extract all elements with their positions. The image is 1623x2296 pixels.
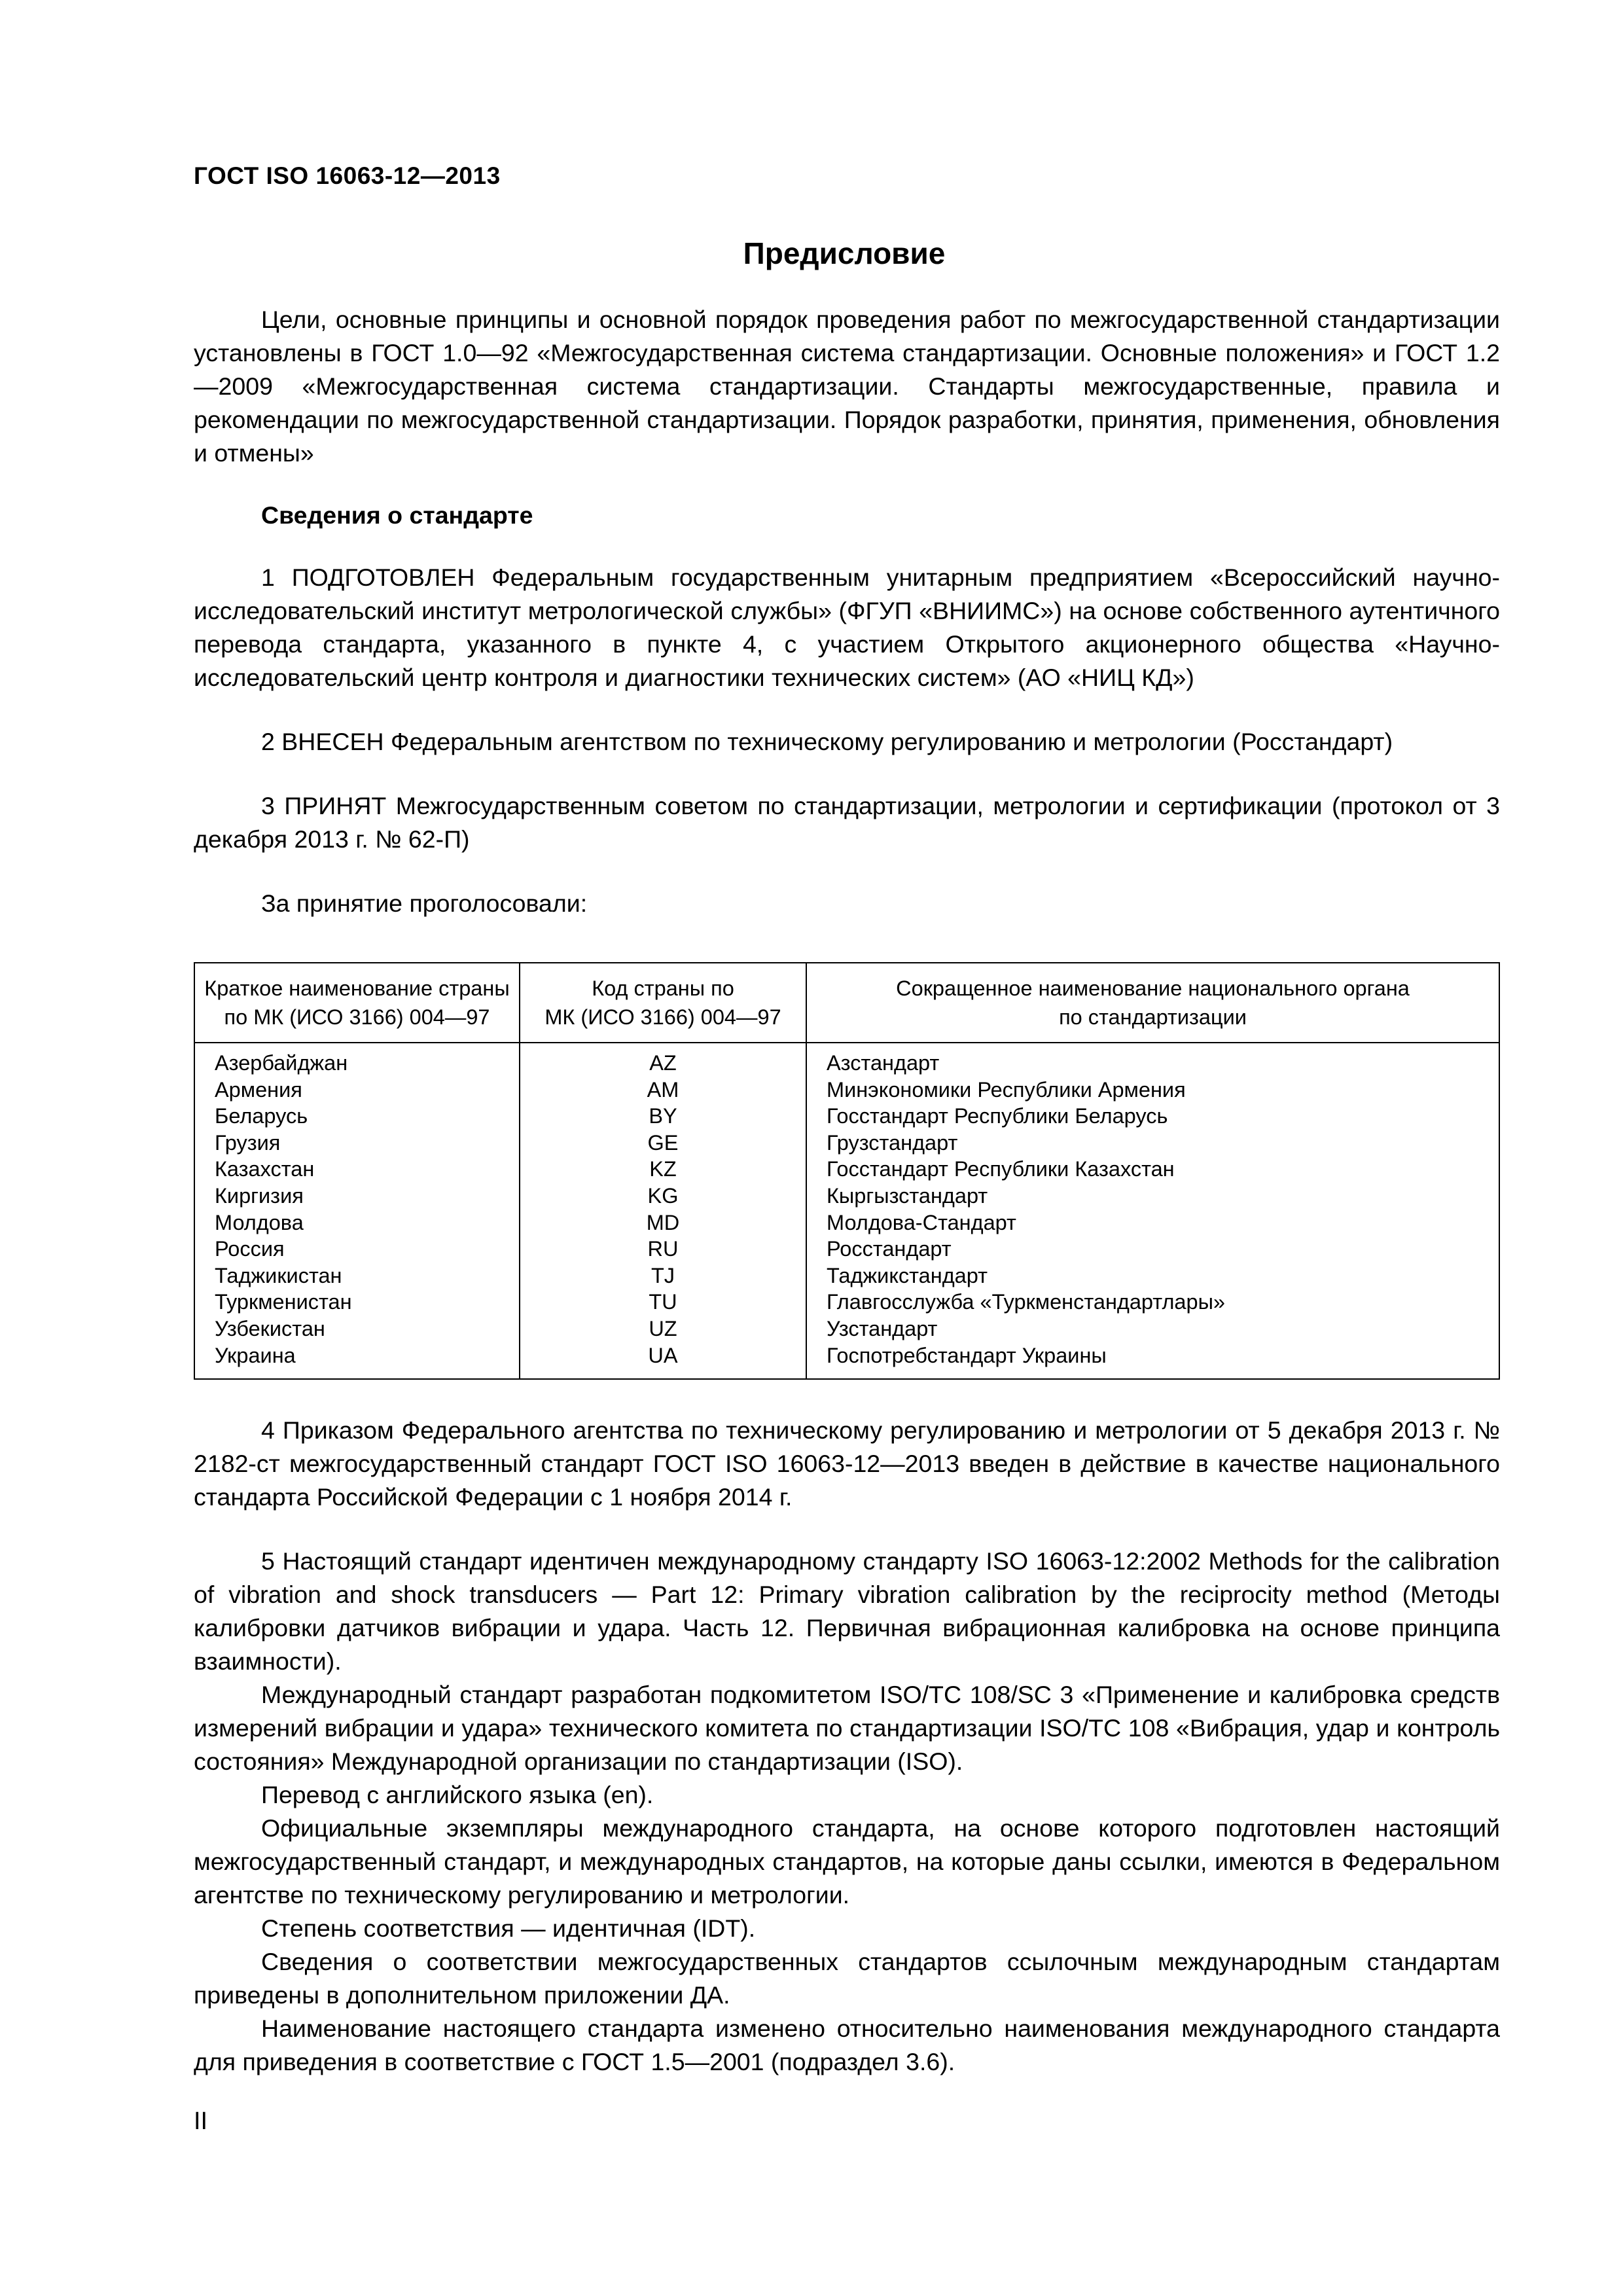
intro-paragraph: Цели, основные принципы и основной порядок проведения работ по межгосударственной стандартизации установлены в ГОСТ 1.0—92 «Межгосударственная система стандартизации. Основные положения» и ГОСТ 1.2—2009 «Межгосударственная система стандартизации. Стандарты межгосударственные, правила и рекомендации по межгосударственной стандартизации. Порядок разработки, принятия, применения, обновления и отмены» — [194, 306, 1500, 467]
table-cell-national-body: Минэкономики Республики Армения — [827, 1077, 1186, 1102]
table-cell-national-body: Азстандарт — [827, 1051, 940, 1075]
item-adopted: 3 ПРИНЯТ Межгосударственным советом по стандартизации, метрологии и сертификации (протокол от 3 декабря 2013 г. № 62-П) — [194, 792, 1500, 853]
table-cell-national-body: Госстандарт Республики Казахстан — [827, 1157, 1175, 1181]
column-header-code: Код страны по МК (ИСО 3166) 004—97 — [520, 963, 806, 1043]
translation-paragraph: Перевод с английского языка (en). — [261, 1781, 654, 1808]
column-header-national-body: Сокращенное наименование национального органа по стандартизации — [806, 963, 1499, 1043]
table-cell-country: Казахстан — [215, 1157, 315, 1181]
item-identical: 5 Настоящий стандарт идентичен международному стандарту ISO 16063-12:2002 Methods for the calibration of vibration and shock transducers — Part 12: Primary vibration calibration by the reciprocity method (Методы калибровки датчиков вибрации и удара. Часть 12. Первичная вибрационная калибровка на основе принципа взаимности). — [194, 1547, 1500, 1675]
country-code-column — [520, 1043, 806, 1379]
standard-info-heading: Сведения о стандарте — [261, 501, 533, 529]
table-cell-country: Азербайджан — [215, 1051, 348, 1075]
table-cell-country: Украина — [215, 1343, 296, 1367]
developed-by-paragraph: Международный стандарт разработан подкомитетом ISO/TC 108/SC 3 «Применение и калибровка средств измерений вибрации и удара» технического комитета по стандартизации ISO/TC 108 «Вибрация, удар и контроль состояния» Международной организации по стандартизации (ISO). — [194, 1681, 1500, 1775]
item-order: 4 Приказом Федерального агентства по техническому регулированию и метрологии от 5 декабря 2013 г. № 2182-ст межгосударственный стандарт ГОСТ ISO 16063-12—2013 введен в действие в качестве национального стандарта Российской Федерации с 1 ноября 2014 г. — [194, 1416, 1500, 1511]
conformity-paragraph: Степень соответствия — идентичная (IDT). — [261, 1914, 756, 1942]
column-header-country: Краткое наименование страны по МК (ИСО 3166) 004—97 — [194, 963, 520, 1043]
table-cell-country: Таджикистан — [215, 1263, 342, 1287]
table-header-row — [194, 963, 1499, 1043]
table-cell-code: UZ — [649, 1316, 677, 1340]
table-cell-code: TU — [649, 1290, 677, 1314]
table-cell-national-body: Грузстандарт — [827, 1130, 958, 1155]
table-cell-code: KZ — [649, 1157, 677, 1181]
table-cell-country: Россия — [215, 1237, 285, 1261]
table-cell-national-body: Госпотребстандарт Украины — [827, 1343, 1107, 1367]
table-cell-code: UA — [648, 1343, 678, 1367]
table-cell-country: Киргизия — [215, 1183, 304, 1208]
table-cell-country: Армения — [215, 1077, 302, 1102]
table-cell-national-body: Кыргызстандарт — [827, 1183, 988, 1208]
references-paragraph: Сведения о соответствии межгосударственных стандартов ссылочным международным стандартам приведены в дополнительном приложении ДА. — [194, 1948, 1500, 2009]
table-cell-national-body: Молдова-Стандарт — [827, 1210, 1016, 1234]
name-change-paragraph: Наименование настоящего стандарта изменено относительно наименования международного стандарта для приведения в соответствие с ГОСТ 1.5—2001 (подраздел 3.6). — [194, 2015, 1500, 2075]
page-title: Предисловие — [743, 236, 946, 270]
table-cell-national-body: Росстандарт — [827, 1237, 952, 1261]
national-body-column — [806, 1043, 1499, 1379]
table-cell-country: Узбекистан — [215, 1316, 325, 1340]
table-cell-code: AM — [647, 1077, 679, 1102]
table-cell-code: TJ — [651, 1263, 675, 1287]
table-cell-code: KG — [647, 1183, 679, 1208]
voting-countries-table — [194, 962, 1500, 1380]
item-introduced: 2 ВНЕСЕН Федеральным агентством по техническому регулированию и метрологии (Росстандарт) — [261, 728, 1393, 755]
table-cell-country: Беларусь — [215, 1104, 308, 1128]
foreword-top-section — [194, 303, 1500, 920]
table-cell-national-body: Госстандарт Республики Беларусь — [827, 1104, 1168, 1128]
table-cell-country: Грузия — [215, 1130, 281, 1155]
item-prepared: 1 ПОДГОТОВЛЕН Федеральным государственным унитарным предприятием «Всероссийский научно-исследовательский институт метрологической службы» (ФГУП «ВНИИМС») на основе собственного аутентичного перевода стандарта, указанного в пункте 4, с участием Открытого акционерного общества «Научно-исследовательский центр контроля и диагностики технических систем» (АО «НИЦ КД») — [194, 564, 1500, 691]
table-cell-national-body: Таджикстандарт — [827, 1263, 988, 1287]
standard-designation: ГОСТ ISO 16063-12—2013 — [194, 162, 501, 189]
official-copies-paragraph: Официальные экземпляры международного стандарта, на основе которого подготовлен настоящий межгосударственный стандарт, и международных стандартов, на которые даны ссылки, имеются в Федеральном агентстве по техническому регулированию и метрологии. — [194, 1814, 1500, 1909]
voted-label: За принятие проголосовали: — [261, 889, 588, 917]
table-cell-national-body: Главгосслужба «Туркменстандартлары» — [827, 1290, 1226, 1314]
table-cell-national-body: Узстандарт — [827, 1316, 938, 1340]
table-cell-code: AZ — [649, 1051, 677, 1075]
page-number: II — [194, 2108, 208, 2135]
table-cell-country: Молдова — [215, 1210, 304, 1234]
table-body-row — [194, 1043, 1499, 1379]
table-cell-code: MD — [646, 1210, 680, 1234]
table-cell-code: RU — [647, 1237, 679, 1261]
table-cell-country: Туркменистан — [215, 1290, 352, 1314]
country-name-column — [194, 1043, 520, 1379]
table-cell-code: GE — [647, 1130, 679, 1155]
foreword-bottom-section — [194, 1414, 1500, 2079]
table-cell-code: BY — [649, 1104, 677, 1128]
